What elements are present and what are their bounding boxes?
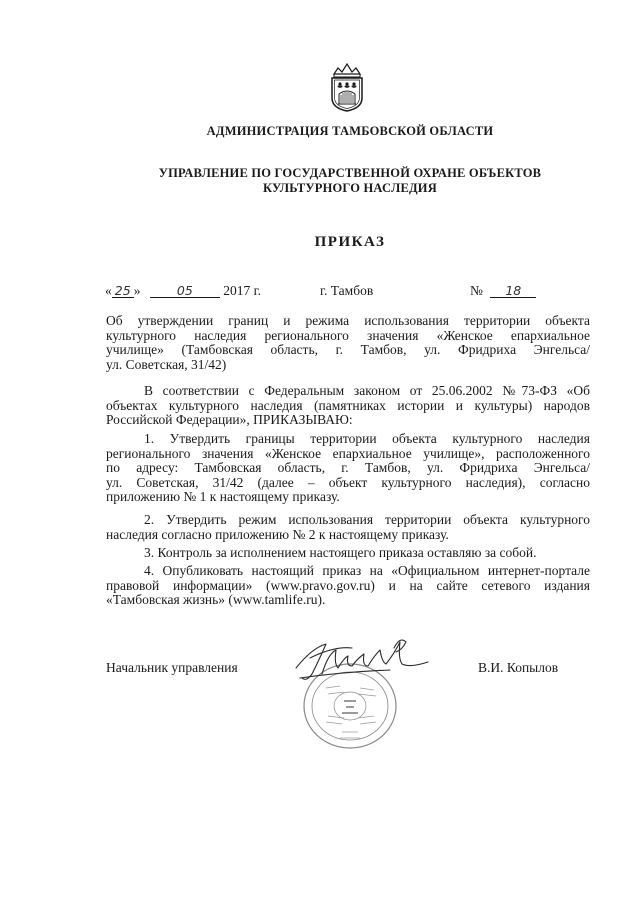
order-subject [106, 314, 590, 372]
department-heading-line-2: КУЛЬТУРНОГО НАСЛЕДИЯ [263, 181, 437, 195]
order-number [470, 283, 536, 299]
handwritten-signature-icon [282, 628, 452, 753]
department-heading-line-1: УПРАВЛЕНИЕ ПО ГОСУДАРСТВЕННОЙ ОХРАНЕ ОБЪЕКТОВ [158, 166, 542, 180]
signer-name: В.И. Копылов [478, 660, 559, 675]
item-line: наследия согласно приложению № 2 к настоящему приказу. [106, 526, 449, 542]
item-line: ул. Советская, 31/42 (далее – объект культурного наследия), согласно [106, 474, 590, 490]
preamble-line: объектах культурного наследия (памятниках истории и культуры) народов [106, 397, 590, 413]
order-item-3 [106, 546, 590, 561]
order-year: 2017 г. [223, 283, 262, 298]
item-line: правовой информации» (www.pravo.gov.ru) и на сайте сетевого издания [106, 577, 590, 593]
order-day: 25 [112, 284, 134, 298]
subject-line: Об утверждении границ и режима использования территории объекта [106, 313, 590, 328]
quote-open: « [105, 283, 112, 298]
order-item-1 [106, 432, 590, 505]
item-line: 4. Опубликовать настоящий приказ на «Официальном интернет-портале [144, 563, 590, 578]
item-line: 1. Утвердить границы территории объекта культурного наследия [144, 431, 590, 446]
preamble-line: В соответствии с Федеральным законом от 25.06.2002 №73-ФЗ «Об [144, 383, 590, 398]
item-line: 3. Контроль за исполнением настоящего приказа оставляю за собой. [144, 545, 537, 560]
order-item-4 [106, 564, 590, 608]
subject-line: ул. Советская, 31/42) [106, 356, 227, 372]
item-line: приложению № 1 к настоящему приказу. [106, 489, 340, 505]
preamble-line: Российской Федерации», ПРИКАЗЫВАЮ: [106, 412, 353, 428]
preamble [106, 384, 590, 428]
tambov-coat-of-arms-icon [326, 60, 368, 112]
number-label: № [470, 283, 483, 298]
item-line: регионального значения «Женское епархиальное училище», расположенного [106, 445, 590, 461]
document-title: ПРИКАЗ [314, 234, 386, 250]
signer-position: Начальник управления [106, 660, 238, 675]
quote-close: » [133, 283, 141, 298]
order-city: г. Тамбов [320, 283, 374, 298]
item-line: по адресу: Тамбовская область, г. Тамбов, ул. Фридриха Энгельса/ [106, 460, 590, 476]
subject-line: культурного наследия регионального значения «Женское епархиальное [106, 327, 590, 343]
item-line: 2. Утвердить режим использования территории объекта культурного [144, 512, 590, 527]
subject-line: училище» (Тамбовская область, г. Тамбов, ул. Фридриха Энгельса/ [106, 342, 590, 358]
order-item-2 [106, 513, 590, 542]
order-date [105, 283, 261, 299]
order-number-value: 18 [490, 284, 536, 298]
order-month: 05 [150, 284, 220, 298]
administration-heading: АДМИНИСТРАЦИЯ ТАМБОВСКОЙ ОБЛАСТИ [206, 124, 494, 138]
item-line: «Тамбовская жизнь» (www.tamlife.ru). [106, 592, 326, 608]
